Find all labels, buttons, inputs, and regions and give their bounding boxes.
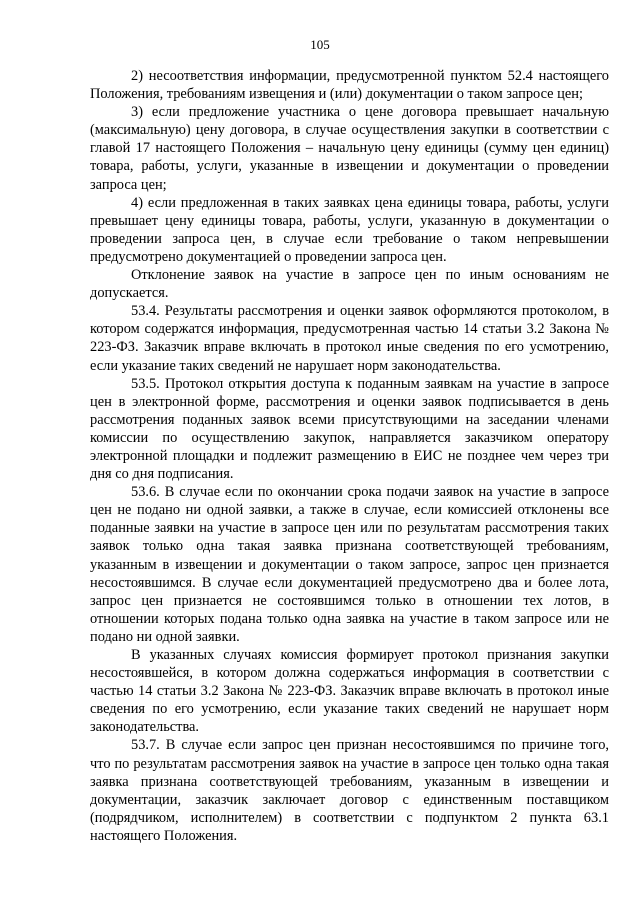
paragraph-53-7: 53.7. В случае если запрос цен признан несостоявшимся по причине того, что по результатам рассмотрения заявок на участие в запросе цен только одна такая заявка признана соответствующей требованиям, указанным в извещении и документации, заказчик заключает договор с единственным поставщиком (подрядчиком, исполнителем) в соответствии с подпунктом 2 пункта 63.1 настоящего Положения. <box>90 737 609 844</box>
document-body <box>90 67 609 845</box>
paragraph-item-2: 2) несоответствия информации, предусмотренной пунктом 52.4 настоящего Положения, требованиям извещения и (или) документации о таком запросе цен; <box>90 68 609 103</box>
paragraph-item-3: 3) если предложение участника о цене договора превышает начальную (максимальную) цену договора, в случае осуществления закупки в соответствии с главой 17 настоящего Положения – начальную цену единицы (сумму цен единиц) товара, работы, услуги, указанные в извещении и документации о проведении запроса цен; <box>90 104 609 193</box>
paragraph-53-5: 53.5. Протокол открытия доступа к поданным заявкам на участие в запросе цен в электронной форме, рассмотрения и оценки заявок подписывается в день рассмотрения поданных заявок всеми присутствующими на заседании членами комиссии по осуществлению закупок, направляется заказчиком оператору электронной площадки и подлежит размещению в ЕИС не позднее чем через три дня со дня подписания. <box>90 375 609 483</box>
paragraph-item-4: 4) если предложенная в таких заявках цена единицы товара, работы, услуги превышает цену единицы товара, работы, услуги, указанную в документации о проведении запроса цен, в случае если требование о таком непревышении предусмотрено документацией о проведении запроса цен. <box>90 194 609 265</box>
paragraph-53-6: 53.6. В случае если по окончании срока подачи заявок на участие в запросе цен не подано ни одной заявки, а также в случае, если комиссией отклонены все поданные заявки на участие в запросе цен или по результатам рассмотрения таких заявок только одна такая заявка признана соответствующей требованиям, указанным в извещении и документации о таком запросе, запрос цен признается несостоявшимся. В случае если документацией предусмотрено два и более лота, запрос цен признается не состоявшимся только в отношении тех лотов, в отношении которых подана только одна заявка на участие в таком запросе или не подано ни одной заявки. <box>90 484 609 645</box>
paragraph-53-4: 53.4. Результаты рассмотрения и оценки заявок оформляются протоколом, в котором содержатся информация, предусмотренная частью 14 статьи 3.2 Закона № 223-ФЗ. Заказчик вправе включать в протокол иные сведения по его усмотрению, если указание таких сведений не нарушает норм законодательства. <box>90 303 609 374</box>
paragraph-53-6-continued: В указанных случаях комиссия формирует протокол признания закупки несостоявшейся, в котором должна содержаться информация в соответствии с частью 14 статьи 3.2 Закона № 223-ФЗ. Заказчик вправе включать в протокол иные сведения по его усмотрению, если указание таких сведений не нарушает норм законодательства. <box>90 647 609 736</box>
paragraph-rejection-note: Отклонение заявок на участие в запросе цен по иным основаниям не допускается. <box>90 267 609 302</box>
page-number: 105 <box>310 37 330 52</box>
